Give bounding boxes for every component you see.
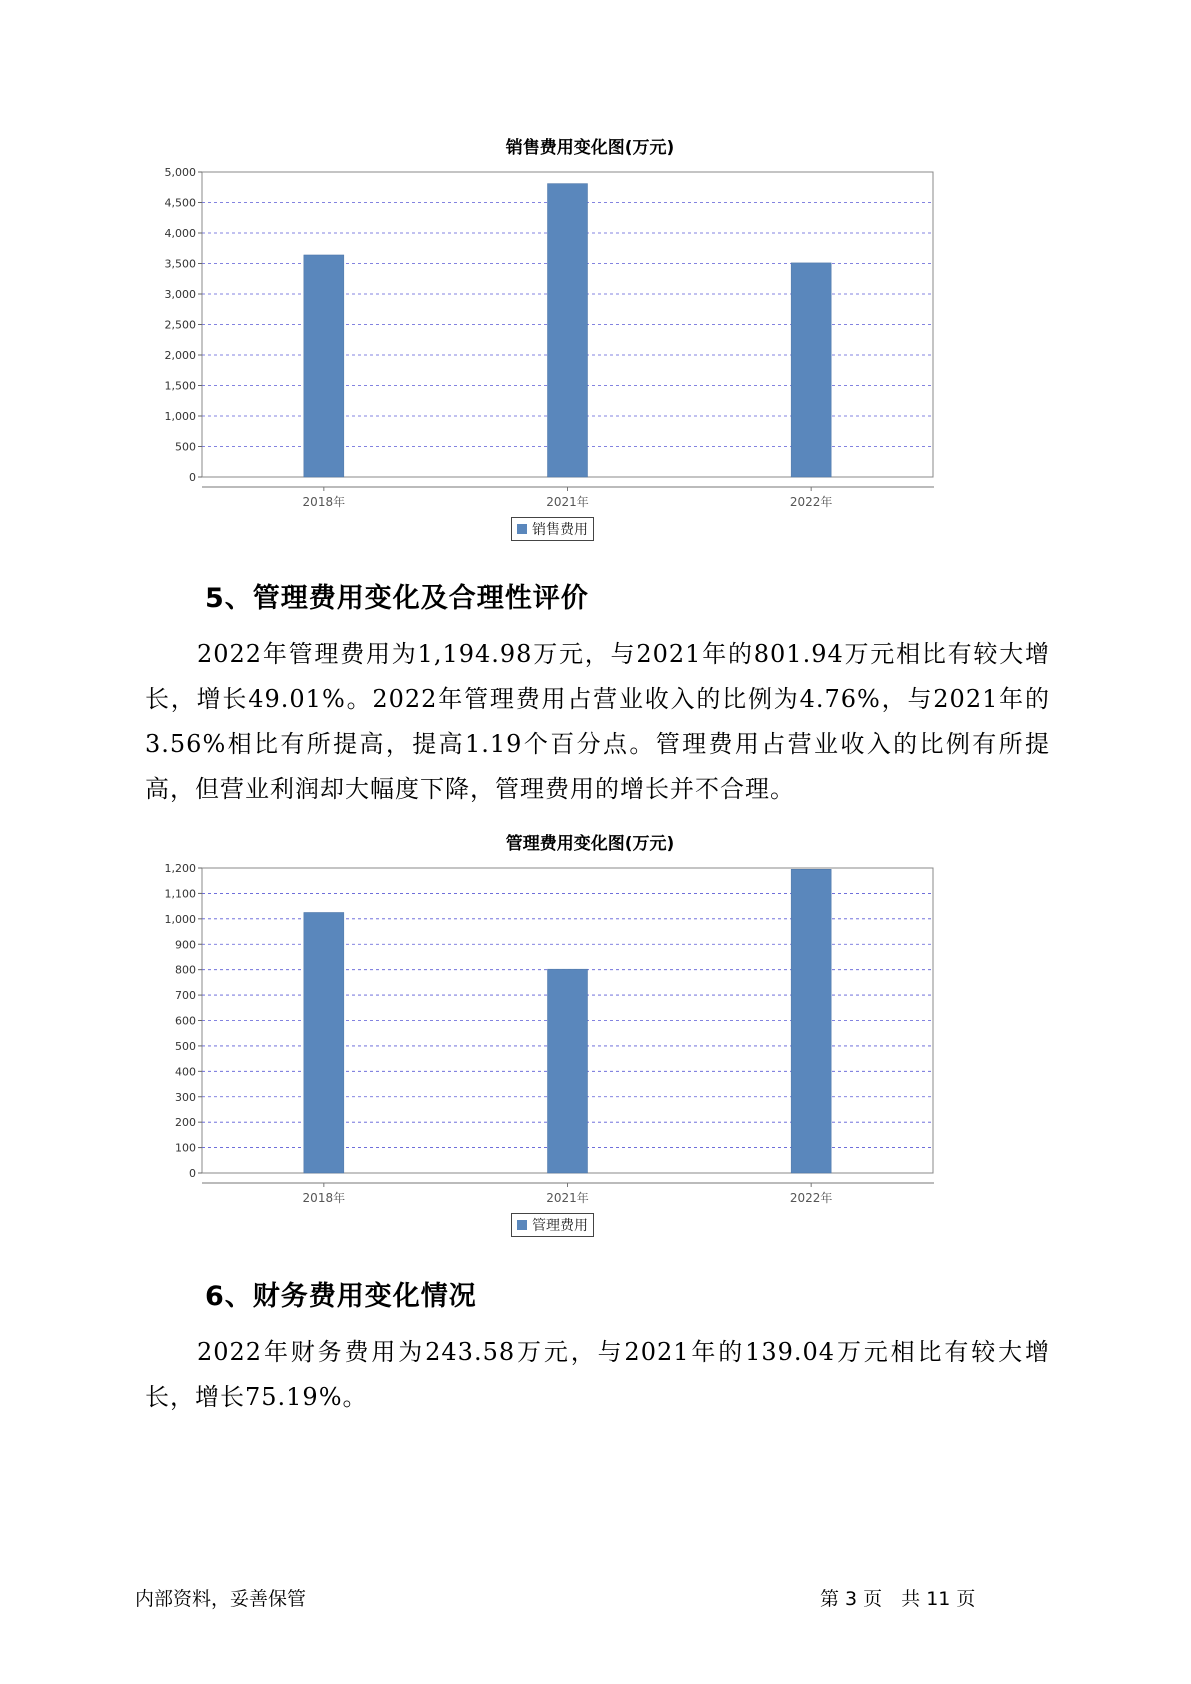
admin-chart-plot <box>150 856 1030 1246</box>
legend-swatch-icon <box>517 524 527 534</box>
bar <box>548 969 588 1173</box>
y-tick-label: 2,500 <box>164 318 196 332</box>
y-tick-label: 1,000 <box>164 912 196 926</box>
y-tick-label: 100 <box>175 1141 196 1155</box>
admin-chart <box>150 821 1030 1246</box>
y-tick-label: 500 <box>175 1039 196 1053</box>
bar <box>791 869 831 1173</box>
sales-chart-legend <box>511 517 594 541</box>
x-tick-label: 2018年 <box>302 495 346 509</box>
y-tick-label: 700 <box>175 989 196 1003</box>
y-tick-label: 0 <box>189 471 196 484</box>
y-tick-label: 1,100 <box>164 887 196 901</box>
y-tick-label: 400 <box>175 1065 196 1079</box>
x-tick-label: 2022年 <box>789 495 833 509</box>
bar <box>304 912 344 1173</box>
footer-left: 内部资料，妥善保管 <box>135 1588 307 1610</box>
y-tick-label: 600 <box>175 1014 196 1028</box>
x-tick-label: 2018年 <box>302 1191 346 1205</box>
section-6-paragraph: 2022年财务费用为243.58万元，与2021年的139.04万元相比有较大增长，增长75.19%。 <box>145 1338 1050 1411</box>
sales-chart <box>150 125 1030 550</box>
sales-chart-title: 销售费用变化图(万元) <box>505 138 675 158</box>
bar <box>791 263 831 477</box>
y-tick-label: 300 <box>175 1090 196 1104</box>
y-tick-label: 3,000 <box>164 288 196 301</box>
y-tick-label: 200 <box>175 1116 196 1130</box>
footer-page-number: 第 3 页 共 11 页 <box>820 1588 976 1610</box>
y-tick-label: 500 <box>175 440 196 454</box>
sales-chart-plot <box>150 160 1030 550</box>
y-tick-label: 4,500 <box>164 196 196 210</box>
y-tick-label: 1,500 <box>164 379 196 393</box>
legend-swatch-icon <box>517 1220 527 1230</box>
y-tick-label: 2,000 <box>164 349 196 362</box>
section-5-heading: 5、管理费用变化及合理性评价 <box>205 583 589 614</box>
x-tick-label: 2022年 <box>789 1191 833 1205</box>
section-6-heading: 6、财务费用变化情况 <box>205 1281 477 1312</box>
y-tick-label: 1,000 <box>164 410 196 423</box>
y-tick-label: 900 <box>175 938 196 952</box>
y-tick-label: 3,500 <box>164 257 196 271</box>
admin-chart-title: 管理费用变化图(万元) <box>505 834 675 854</box>
admin-chart-legend <box>511 1213 594 1237</box>
section-5-paragraph: 2022年管理费用为1,194.98万元，与2021年的801.94万元相比有较大增长，增长49.01%。2022年管理费用占营业收入的比例为4.76%，与2021年的3.56%相比有所提高，提高1.19个百分点。管理费用占营业收入的比例有所提高，但营业利润却大幅度下降，管理费用的增长并不合理。 <box>145 640 1050 803</box>
x-tick-label: 2021年 <box>546 1191 589 1205</box>
y-tick-label: 5,000 <box>164 166 196 179</box>
y-tick-label: 0 <box>189 1167 196 1180</box>
x-tick-label: 2021年 <box>546 495 589 509</box>
legend-label: 管理费用 <box>532 1218 588 1234</box>
y-tick-label: 800 <box>175 963 196 977</box>
bar <box>548 184 588 477</box>
y-tick-label: 1,200 <box>164 862 196 875</box>
y-tick-label: 4,000 <box>164 227 196 240</box>
legend-label: 销售费用 <box>532 522 588 538</box>
bar <box>304 255 344 477</box>
